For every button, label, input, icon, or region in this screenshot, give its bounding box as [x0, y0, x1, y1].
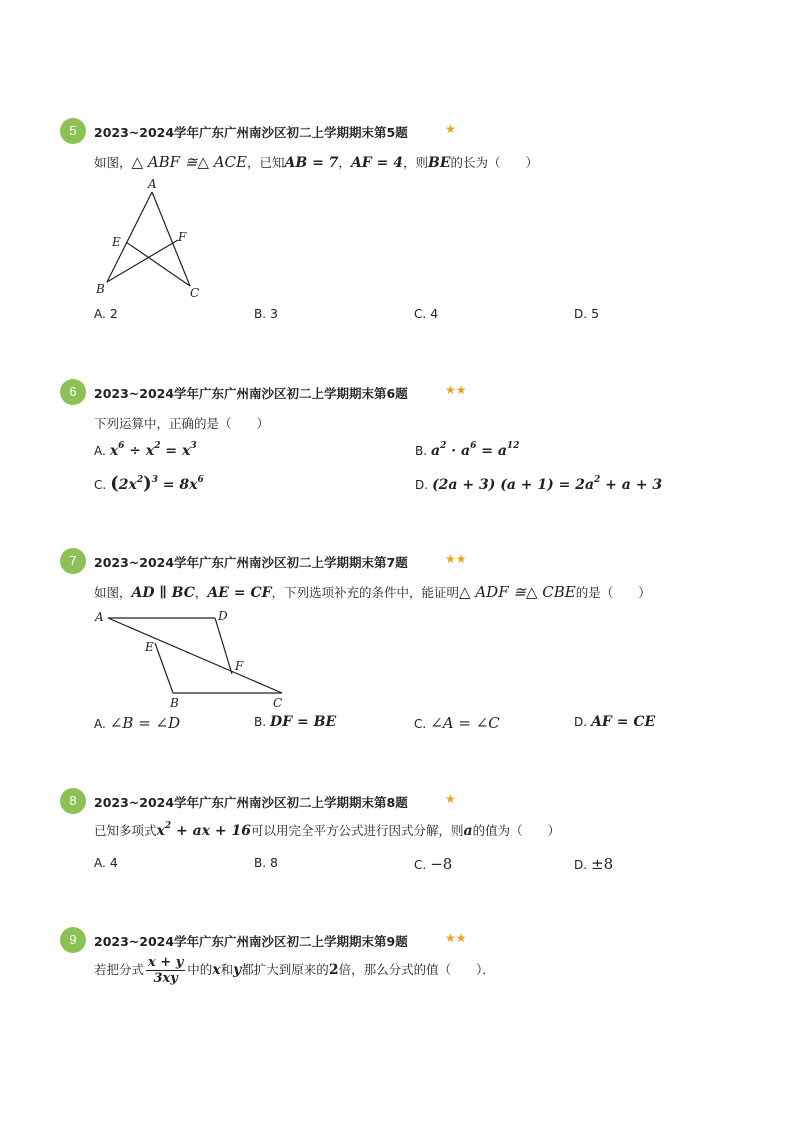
- question-source-title: 2023~2024学年广东广州南沙区初二上学期期末第8题: [94, 795, 408, 810]
- point-label-b: B: [96, 282, 105, 296]
- question-stem: 已知多项式$x^2$ + ax + 16可以用完全平方公式进行因式分解，则a的值为（ ）: [94, 821, 561, 839]
- option-a[interactable]: A. 4: [94, 855, 118, 870]
- question-number-badge: 8: [60, 788, 86, 814]
- option-d[interactable]: D. ±8: [574, 855, 614, 873]
- point-label-b: B: [170, 696, 179, 710]
- option-b[interactable]: B. DF = BE: [254, 714, 337, 730]
- question-number-badge: 7: [60, 548, 86, 574]
- point-label-c: C: [273, 696, 283, 710]
- question-6: [60, 379, 760, 499]
- question-7: [60, 548, 760, 738]
- point-label-e: E: [112, 235, 121, 249]
- option-a[interactable]: A. $x^6 \div x^2 = x^3$: [94, 441, 197, 459]
- point-label-a: A: [95, 610, 104, 624]
- option-a[interactable]: A. ∠B = ∠D: [94, 714, 181, 732]
- option-c[interactable]: C. −8: [414, 855, 453, 873]
- question-source-title: 2023~2024学年广东广州南沙区初二上学期期末第5题: [94, 125, 408, 140]
- question-source-title: 2023~2024学年广东广州南沙区初二上学期期末第7题: [94, 555, 408, 570]
- option-c[interactable]: C. 4: [414, 306, 439, 321]
- option-b[interactable]: B. 3: [254, 306, 278, 321]
- point-label-f: F: [178, 230, 187, 244]
- option-d[interactable]: D. (2a + 3) $(a + 1) = 2a^2 + a + 3$: [415, 475, 663, 493]
- question-stem: 下列运算中，正确的是（ ）: [94, 416, 270, 431]
- question-9: [60, 927, 760, 1007]
- point-label-c: C: [190, 286, 200, 300]
- difficulty-stars: ★★: [445, 383, 467, 397]
- question-5: [60, 118, 760, 328]
- difficulty-stars: ★★: [445, 931, 467, 945]
- triangle-figure: [90, 176, 250, 301]
- difficulty-stars: ★: [445, 792, 456, 806]
- option-c[interactable]: C. $(2x^2)^3 = 8x^6$: [94, 473, 204, 494]
- question-stem: 如图，AD ∥ BC，AE = CF，下列选项补充的条件中，能证明△ ADF ≅△ CBE的是（ ）: [94, 583, 651, 601]
- parallelogram-figure: [90, 606, 330, 716]
- question-number-badge: 6: [60, 379, 86, 405]
- question-number-badge: 5: [60, 118, 86, 144]
- point-label-a: A: [148, 177, 157, 191]
- point-label-f: F: [235, 659, 244, 673]
- option-c[interactable]: C. ∠A = ∠C: [414, 714, 500, 732]
- question-source-title: 2023~2024学年广东广州南沙区初二上学期期末第9题: [94, 934, 408, 949]
- fraction: $\frac{x + y}{3xy}$: [148, 955, 184, 986]
- option-b[interactable]: B. 8: [254, 855, 278, 870]
- question-source-title: 2023~2024学年广东广州南沙区初二上学期期末第6题: [94, 386, 408, 401]
- option-a[interactable]: A. 2: [94, 306, 118, 321]
- option-d[interactable]: D. 5: [574, 306, 600, 321]
- difficulty-stars: ★★: [445, 552, 467, 566]
- question-number-badge: 9: [60, 927, 86, 953]
- difficulty-stars: ★: [445, 122, 456, 136]
- option-b[interactable]: B. $a^2 \cdot a^6 = a^{12}$: [415, 441, 520, 459]
- point-label-e: E: [145, 640, 154, 654]
- question-8: [60, 788, 760, 878]
- question-stem: 如图，△ ABF ≅△ ACE，已知AB = 7，AF = 4，则BE的长为（ ）: [94, 153, 539, 171]
- point-label-d: D: [218, 609, 228, 623]
- option-d[interactable]: D. AF = CE: [574, 714, 656, 730]
- question-stem: 若把分式 $\frac{x + y}{3xy}$ 中的x和y都扩大到原来的2倍，那么分式的值（ ）．: [94, 955, 495, 986]
